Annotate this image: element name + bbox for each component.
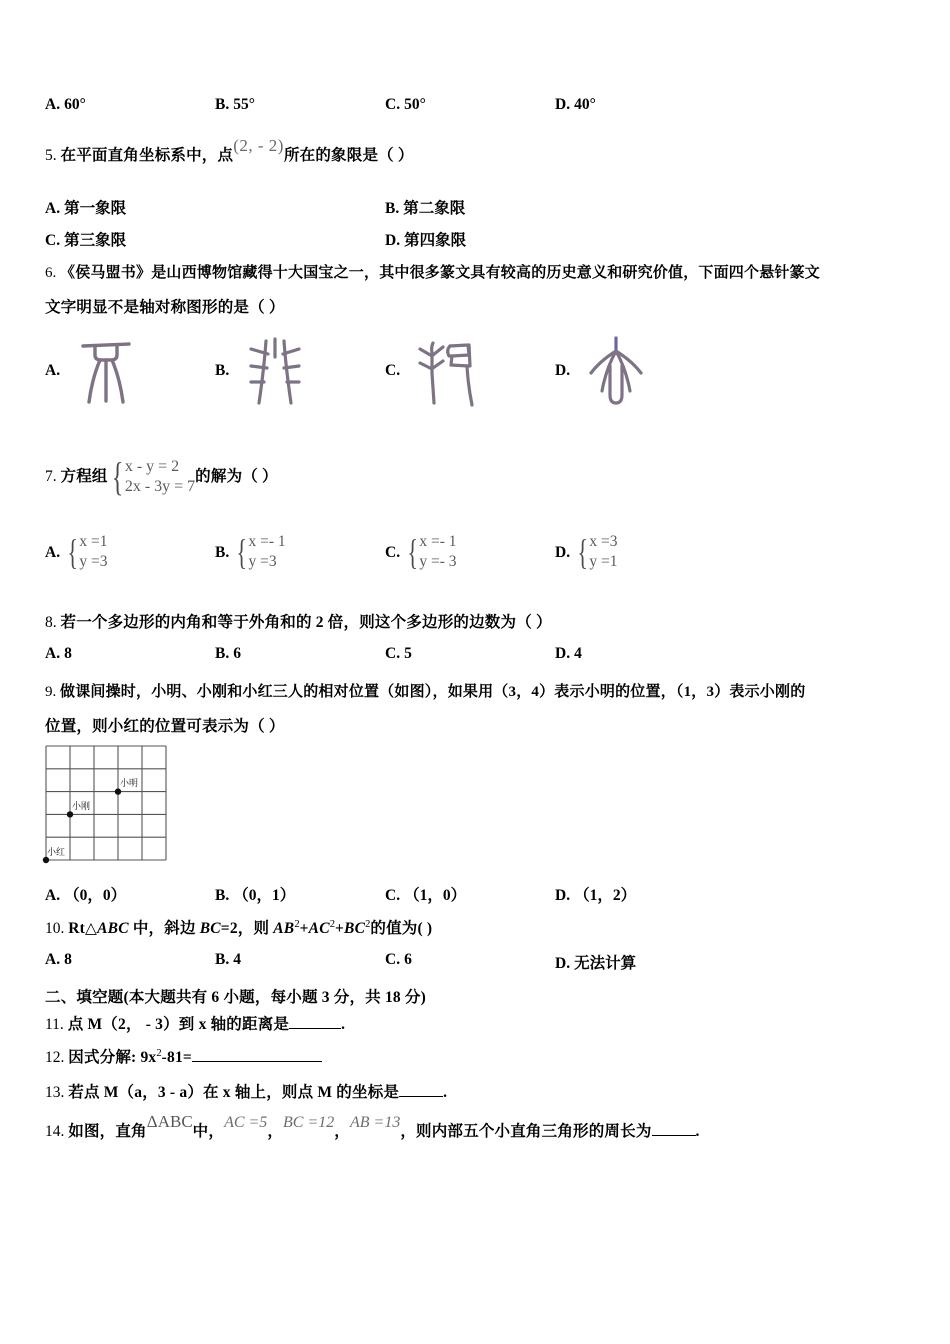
- q12-number: 12.: [45, 1049, 65, 1066]
- q14-stem-before: 如图，直角: [68, 1123, 147, 1140]
- q9-stem-line2: [45, 715, 915, 738]
- q9-option-d[interactable]: [555, 883, 636, 905]
- q4-option-a-text: 60°: [64, 96, 86, 113]
- q12-text-mid: -81=: [161, 1049, 192, 1066]
- q10-p8: AC: [308, 920, 330, 937]
- q10-option-a-text: 8: [64, 951, 72, 968]
- q5-option-d[interactable]: [385, 228, 466, 250]
- q9-option-c-label: C.: [385, 887, 401, 904]
- q10-stem: [45, 917, 915, 940]
- seal-character-symmetric-icon: [580, 333, 652, 409]
- q7-equation-system: [108, 453, 196, 499]
- q4-option-a[interactable]: [45, 96, 86, 114]
- q6-option-a-label: A.: [45, 362, 61, 379]
- q8-option-d-text: 4: [574, 645, 582, 662]
- q6-option-c-label: C.: [385, 362, 401, 379]
- section2-heading-text: 二、填空题(本大题共有 6 小题，每小题 3 分，共 18 分): [45, 989, 426, 1006]
- q7-number: 7.: [45, 468, 57, 486]
- q6-option-a[interactable]: [45, 332, 142, 410]
- q6-stem-line2: [45, 296, 915, 319]
- system-brace: {: [236, 531, 248, 572]
- q6-stem-line1: [45, 262, 915, 285]
- q10-option-c-label: C.: [385, 951, 401, 968]
- q7-option-b[interactable]: [215, 525, 286, 581]
- q14-triangle-abc: ΔABC: [146, 1112, 193, 1131]
- q7-option-b-y: y =3: [248, 553, 277, 570]
- point-xiaoming: [115, 788, 121, 794]
- q9-option-b-text: （0，1）: [233, 887, 296, 904]
- q13-number: 13.: [45, 1084, 65, 1101]
- q10-option-a-label: A.: [45, 951, 61, 968]
- q10-p3: 中，斜边: [128, 920, 200, 937]
- q12-answer-blank[interactable]: [192, 1061, 322, 1062]
- q9-option-b-label: B.: [215, 887, 230, 904]
- q10-option-b-text: 4: [233, 951, 241, 968]
- q8-option-c-text: 5: [404, 645, 412, 662]
- q10-p6: AB: [273, 920, 295, 937]
- point-xiaogang-label: 小刚: [72, 802, 91, 812]
- q7-option-d-x: x =3: [589, 532, 618, 550]
- q10-exp-3: 2: [365, 918, 371, 930]
- q10-p11: 的值为( ): [370, 920, 433, 937]
- q10-p9: +: [335, 920, 345, 937]
- q5-number: 5.: [45, 147, 57, 164]
- q7-option-c-system: [404, 532, 456, 572]
- q13-text-before: 若点 M（a，3 - a）在 x 轴上，则点 M 的坐标是: [68, 1084, 400, 1101]
- q13: [45, 1081, 915, 1104]
- q14-comma-1: ，: [267, 1123, 284, 1140]
- q5-option-d-text: 第四象限: [404, 232, 467, 249]
- q7-stem-before: 方程组: [60, 468, 108, 486]
- seal-character-asymmetric-icon: [410, 333, 482, 409]
- system-brace: {: [67, 531, 78, 572]
- q6-option-d[interactable]: [555, 332, 652, 410]
- q6-option-d-label: D.: [555, 362, 571, 379]
- q7-option-d[interactable]: [555, 525, 617, 581]
- seal-character-fei-icon: [239, 333, 311, 409]
- point-xiaohong-label: 小红: [47, 848, 66, 858]
- q5-option-b-label: B.: [385, 200, 400, 217]
- q10-number: 10.: [45, 920, 65, 937]
- q9-option-a[interactable]: [45, 883, 126, 905]
- q6-line2: 文字明显不是轴对称图形的是（ ）: [45, 299, 285, 316]
- system-brace: {: [407, 531, 418, 572]
- q13-answer-blank[interactable]: [399, 1096, 443, 1097]
- q10-exp-1: 2: [294, 918, 300, 930]
- q8-number: 8.: [45, 614, 57, 631]
- q7-option-a-system: [64, 532, 107, 572]
- q10-options-row: [45, 951, 925, 977]
- q11-text-after: .: [341, 1016, 346, 1033]
- q5-stem-before: 在平面直角坐标系中，点: [60, 147, 234, 164]
- q5-option-c-text: 第三象限: [64, 232, 127, 249]
- q10-option-b-label: B.: [215, 951, 230, 968]
- q11-answer-blank[interactable]: [289, 1028, 341, 1029]
- q5-option-a-label: A.: [45, 200, 61, 217]
- q10-p7: +: [299, 920, 309, 937]
- q14-number: 14.: [45, 1123, 65, 1140]
- q10-option-d[interactable]: [555, 951, 636, 973]
- section2-heading: [45, 986, 915, 1009]
- q9-option-d-label: D.: [555, 887, 571, 904]
- q8-options-row: [45, 645, 925, 671]
- q7-option-d-system: [574, 532, 617, 572]
- q10-option-c[interactable]: [385, 951, 412, 969]
- q13-text-after: .: [443, 1084, 448, 1101]
- q10-option-a[interactable]: [45, 951, 72, 969]
- q8-option-b-text: 6: [233, 645, 241, 662]
- q7-option-c-label: C.: [385, 544, 401, 561]
- q11-number: 11.: [45, 1016, 64, 1033]
- q8-option-a-label: A.: [45, 645, 61, 662]
- q12-exponent: 2: [156, 1047, 162, 1059]
- q7-option-b-system: [233, 532, 285, 572]
- q6-option-b-label: B.: [215, 362, 230, 379]
- q10-p4: BC: [199, 920, 221, 937]
- q14: [45, 1112, 915, 1144]
- q10-option-d-label: D.: [555, 955, 571, 972]
- q7-equation-2: 2x - 3y = 7: [124, 477, 196, 495]
- q14-bc: BC =12: [283, 1114, 335, 1131]
- q7-option-a-y: y =3: [79, 553, 108, 570]
- q10-p5: =2，则: [220, 920, 274, 937]
- q14-ac: AC =5: [224, 1114, 268, 1131]
- point-xiaogang: [67, 811, 73, 817]
- q7-option-c[interactable]: [385, 525, 457, 581]
- q7-equation-1: x - y = 2: [124, 458, 180, 475]
- q7-option-b-x: x =- 1: [248, 532, 286, 550]
- q4-option-b-text: 55°: [233, 96, 255, 113]
- q9-options-row: [45, 883, 925, 909]
- q9-number: 9.: [45, 684, 57, 700]
- q8-option-c[interactable]: [385, 645, 412, 663]
- q10-p1: Rt△: [68, 920, 98, 937]
- q4-option-d[interactable]: [555, 96, 596, 114]
- q9-line1: 做课间操时，小明、小刚和小红三人的相对位置（如图），如果用（3，4）表示小明的位置，（1，3）表示小刚的: [60, 684, 806, 700]
- q5-stem: [45, 136, 915, 168]
- q5-option-c[interactable]: [45, 228, 126, 250]
- q10-p2: ABC: [97, 920, 129, 937]
- q12: [45, 1046, 915, 1069]
- q6-line1: 《侯马盟书》是山西博物馆藏得十大国宝之一，其中很多篆文具有较高的历史意义和研究价值，下面四个悬针篆文: [60, 265, 821, 281]
- q4-option-b[interactable]: [215, 96, 255, 114]
- q6-options-row: [45, 332, 925, 412]
- q4-options-row: [45, 96, 925, 122]
- q9-option-b[interactable]: [215, 883, 295, 905]
- q8-option-b-label: B.: [215, 645, 230, 662]
- q14-comma-2: ，: [334, 1123, 350, 1140]
- q5-option-c-label: C.: [45, 232, 61, 249]
- q8-option-c-label: C.: [385, 645, 401, 662]
- seal-character-bu-icon: [70, 333, 142, 409]
- q7-options-row: [45, 525, 925, 581]
- q14-stem-mid: 中，: [192, 1123, 225, 1140]
- q7-option-a-x: x =1: [79, 532, 108, 550]
- q14-stem-end: .: [695, 1123, 700, 1140]
- q7-option-d-y: y =1: [589, 553, 618, 570]
- system-brace: {: [577, 531, 588, 572]
- q8-option-d-label: D.: [555, 645, 571, 662]
- q9-option-a-text: （0，0）: [64, 887, 127, 904]
- q8-option-a[interactable]: [45, 645, 72, 663]
- q14-stem-after: ，则内部五个小直角三角形的周长为: [400, 1123, 652, 1140]
- q5-option-b-text: 第二象限: [403, 200, 466, 217]
- q5-option-a-text: 第一象限: [64, 200, 127, 217]
- q9-option-c-text: （1，0）: [404, 887, 467, 904]
- q7-stem-after: 的解为（ ）: [195, 468, 278, 486]
- q4-option-a-label: A.: [45, 96, 61, 113]
- system-brace: {: [111, 453, 123, 499]
- q5-option-d-label: D.: [385, 232, 401, 249]
- q5-stem-after: 所在的象限是（ ）: [283, 147, 414, 164]
- q7-option-a[interactable]: [45, 525, 107, 581]
- q8-option-d[interactable]: [555, 645, 582, 663]
- grid-lines: [46, 746, 166, 860]
- q10-option-d-text: 无法计算: [574, 955, 637, 972]
- q7-option-c-y: y =- 3: [419, 553, 457, 570]
- q12-text-before: 因式分解: 9x: [68, 1049, 157, 1066]
- q4-option-b-label: B.: [215, 96, 230, 113]
- q9-line2: 位置，则小红的位置可表示为（ ）: [45, 718, 285, 735]
- q8-option-b[interactable]: [215, 645, 241, 663]
- q7-stem: [45, 453, 915, 499]
- q10-p10: BC: [344, 920, 366, 937]
- q9-option-c[interactable]: [385, 883, 466, 905]
- q11-text-before: 点 M（2， - 3）到 x 轴的距离是: [67, 1016, 290, 1033]
- q5-option-a[interactable]: [45, 196, 126, 218]
- q6-option-c[interactable]: [385, 332, 482, 410]
- q14-answer-blank[interactable]: [652, 1135, 696, 1136]
- q10-exp-2: 2: [329, 918, 335, 930]
- q6-option-b[interactable]: [215, 332, 311, 410]
- q5-options-row-1: [45, 196, 925, 222]
- q4-option-d-label: D.: [555, 96, 571, 113]
- q10-option-b[interactable]: [215, 951, 241, 969]
- q7-option-a-label: A.: [45, 544, 61, 561]
- q8-option-a-text: 8: [64, 645, 72, 662]
- q5-coordinate: (2, - 2): [233, 136, 284, 155]
- q6-number: 6.: [45, 265, 57, 281]
- q5-options-row-2: [45, 228, 925, 254]
- q7-option-c-x: x =- 1: [419, 532, 457, 550]
- q8-text: 若一个多边形的内角和等于外角和的 2 倍，则这个多边形的边数为（ ）: [60, 614, 552, 631]
- q9-option-d-text: （1，2）: [574, 887, 637, 904]
- q9-option-a-label: A.: [45, 887, 61, 904]
- q5-option-b[interactable]: [385, 196, 465, 218]
- q4-option-c-label: C.: [385, 96, 401, 113]
- q9-stem-line1: [45, 681, 915, 704]
- q11: [45, 1013, 915, 1036]
- q4-option-c-text: 50°: [404, 96, 426, 113]
- q10-option-c-text: 6: [404, 951, 412, 968]
- q8-stem: [45, 611, 915, 634]
- q14-ab: AB =13: [349, 1114, 401, 1131]
- q7-option-d-label: D.: [555, 544, 571, 561]
- q7-option-b-label: B.: [215, 544, 230, 561]
- q4-option-d-text: 40°: [574, 96, 596, 113]
- q4-option-c[interactable]: [385, 96, 426, 114]
- position-grid-figure: [38, 742, 178, 870]
- point-xiaoming-label: 小明: [120, 779, 139, 789]
- position-grid-svg: [38, 742, 178, 870]
